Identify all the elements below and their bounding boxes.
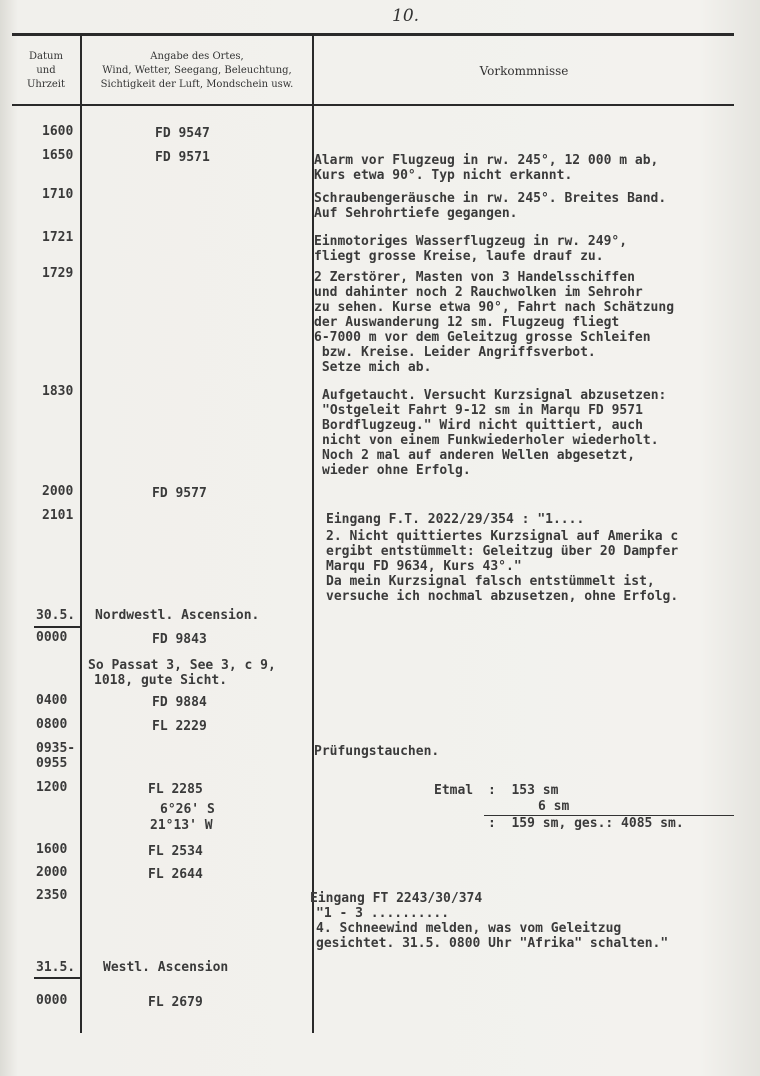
event-line: versuche ich nochmal abzusetzen, ohne Erfolg.	[326, 589, 679, 604]
time-cell: 1729	[42, 266, 74, 281]
event-line: Setze mich ab.	[314, 360, 432, 375]
time-cell: 2350	[36, 888, 68, 903]
event-line: zu sehen. Kurse etwa 90°, Fahrt nach Schätzung	[314, 300, 675, 315]
position-cell: FD 9571	[155, 150, 210, 165]
position-cell: FL 2285	[148, 782, 203, 797]
event-line: fliegt grosse Kreise, laufe drauf zu.	[314, 249, 604, 264]
time-cell: 2000	[42, 484, 74, 499]
time-cell: 2101	[42, 508, 74, 523]
time-cell: 0000	[36, 993, 68, 1008]
event-line: Auf Sehrohrtiefe gegangen.	[314, 206, 518, 221]
event-line: Einmotoriges Wasserflugzeug in rw. 249°,	[314, 234, 628, 249]
table-top-rule	[12, 33, 734, 36]
etmal-line: : 159 sm, ges.: 4085 sm.	[488, 816, 684, 831]
column-divider-1	[80, 33, 82, 1033]
time-cell: 1600	[42, 124, 74, 139]
event-line: bzw. Kreise. Leider Angriffsverbot.	[314, 345, 596, 360]
time-cell: 2000	[36, 865, 68, 880]
date-underline	[34, 977, 80, 979]
weather-line: So Passat 3, See 3, c 9,	[88, 658, 276, 673]
event-line: Marqu FD 9634, Kurs 43°."	[326, 559, 522, 574]
event-line: "1 - 3 ..........	[316, 906, 450, 921]
event-line: Schraubengeräusche in rw. 245°. Breites Band.	[314, 191, 667, 206]
event-line: 4. Schneewind melden, was vom Geleitzug	[316, 921, 622, 936]
time-cell: 1710	[42, 187, 74, 202]
event-line: 2. Nicht quittiertes Kurzsignal auf Amerika c	[326, 529, 679, 544]
etmal-line: 6 sm	[538, 799, 570, 814]
location-heading: Nordwestl. Ascension.	[95, 608, 260, 623]
event-line: wieder ohne Erfolg.	[322, 463, 471, 478]
header-date-time: Datum und Uhrzeit	[26, 51, 66, 90]
event-line: Noch 2 mal auf anderen Wellen abgesetzt,	[322, 448, 636, 463]
time-cell: 1721	[42, 230, 74, 245]
event-line: Prüfungstauchen.	[314, 744, 440, 759]
time-cell: 1830	[42, 384, 74, 399]
event-line: Eingang F.T. 2022/29/354 : "1....	[326, 512, 585, 527]
position-cell: FD 9547	[155, 126, 210, 141]
event-line: Alarm vor Flugzeug in rw. 245°, 12 000 m ab,	[314, 153, 659, 168]
position-cell: FL 2679	[148, 995, 203, 1010]
event-line: gesichtet. 31.5. 0800 Uhr "Afrika" schalten."	[316, 936, 669, 951]
position-cell: FD 9884	[152, 695, 207, 710]
time-cell: 0400	[36, 693, 68, 708]
event-line: der Auswanderung 12 sm. Flugzeug fliegt	[314, 315, 620, 330]
time-cell: 0800	[36, 717, 68, 732]
event-line: und dahinter noch 2 Rauchwolken im Sehrohr	[314, 285, 643, 300]
event-line: nicht von einem Funkwiederholer wiederholt.	[322, 433, 659, 448]
event-line: ergibt entstümmelt: Geleitzug über 20 Dampfer	[326, 544, 679, 559]
etmal-label: Etmal	[434, 783, 474, 798]
position-cell: FD 9843	[152, 632, 207, 647]
event-line: Da mein Kurzsignal falsch entstümmelt ist,	[326, 574, 655, 589]
event-line: Eingang FT 2243/30/374	[310, 891, 483, 906]
position-cell: FL 2644	[148, 867, 203, 882]
header-location: Angabe des Ortes, Wind, Wetter, Seegang, Beleuchtung, Sichtigkeit der Luft, Mondschein usw.	[100, 51, 294, 90]
event-line: 6-7000 m vor dem Geleitzug grosse Schleifen	[314, 330, 651, 345]
time-cell: 1650	[42, 148, 74, 163]
date-underline	[34, 626, 80, 628]
time-cell: 0955	[36, 756, 68, 771]
header-events: Vorkommnisse	[479, 64, 569, 78]
date-cell: 30.5.	[36, 608, 76, 623]
page-number: 10.	[392, 6, 420, 26]
coordinate-line: 21°13' W	[150, 818, 213, 833]
event-line: Aufgetaucht. Versucht Kurzsignal abzusetzen:	[322, 388, 667, 403]
time-cell: 0000	[36, 630, 68, 645]
position-cell: FL 2534	[148, 844, 203, 859]
position-cell: FL 2229	[152, 719, 207, 734]
date-cell: 31.5.	[36, 960, 76, 975]
event-line: Kurs etwa 90°. Typ nicht erkannt.	[314, 168, 573, 183]
time-cell: 0935-	[36, 741, 76, 756]
location-heading: Westl. Ascension	[103, 960, 229, 975]
header-bottom-rule	[12, 104, 734, 106]
etmal-line: : 153 sm	[488, 783, 559, 798]
position-cell: FD 9577	[152, 486, 207, 501]
event-line: Bordflugzeug." Wird nicht quittiert, auch	[322, 418, 643, 433]
time-cell: 1600	[36, 842, 68, 857]
time-cell: 1200	[36, 780, 68, 795]
event-line: "Ostgeleit Fahrt 9-12 sm in Marqu FD 9571	[322, 403, 643, 418]
weather-line: 1018, gute Sicht.	[94, 673, 228, 688]
coordinate-line: 6°26' S	[160, 802, 215, 817]
event-line: 2 Zerstörer, Masten von 3 Handelsschiffen	[314, 270, 635, 285]
